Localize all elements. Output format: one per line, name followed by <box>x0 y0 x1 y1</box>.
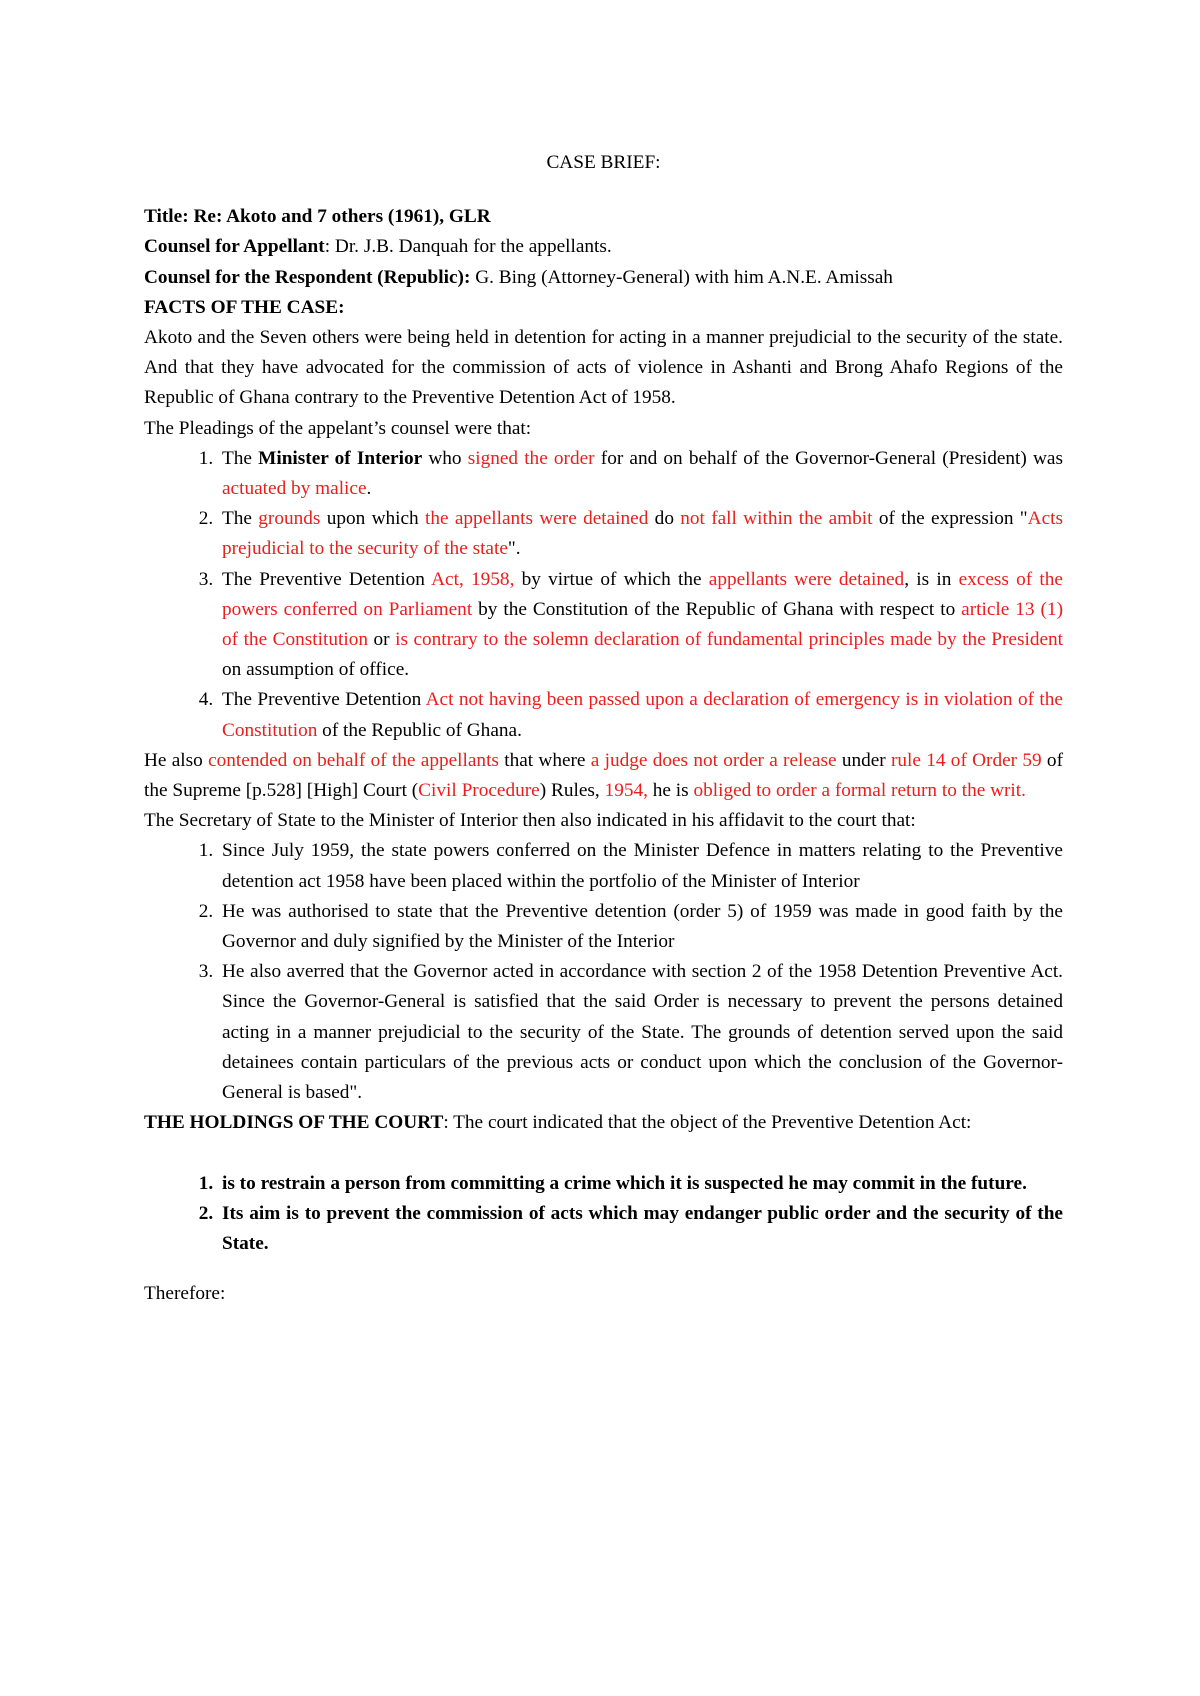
pleading-bold-text: Minister of Interior <box>258 447 423 469</box>
pleading-text: by the Constitution of the Republic of Ghana with respect to <box>472 598 962 620</box>
pleading-text: The Preventive Detention <box>222 689 426 711</box>
holdings-paragraph <box>144 1108 1063 1138</box>
pleading-highlight: appellants were detained <box>708 568 905 590</box>
pleading-text: The <box>222 447 259 469</box>
pleading-highlight: article 13 (1) of the Constitution <box>222 598 1063 651</box>
contention-text: of the Supreme [p.528] [High] Court ( <box>144 749 1063 802</box>
counsel-respondent-label: Counsel for the Respondent (Republic): <box>144 266 471 288</box>
counsel-appellant-line <box>144 232 1063 262</box>
pleading-highlight: grounds <box>258 508 321 530</box>
pleading-text: The <box>222 508 259 530</box>
pleading-item <box>218 565 1063 686</box>
case-title-value: Re: Akoto and 7 others (1961), GLR <box>193 206 491 228</box>
pleading-text: upon which <box>320 508 425 530</box>
holdings-heading: THE HOLDINGS OF THE COURT <box>144 1112 444 1134</box>
pleading-text: ". <box>507 538 521 560</box>
pleading-text: on assumption of office. <box>222 659 410 681</box>
pleading-highlight: Act, 1958, <box>431 568 515 590</box>
contention-highlight: obliged to order a formal return to the writ. <box>693 780 1026 802</box>
holdings-list <box>144 1169 1063 1260</box>
affidavit-item: 2. He was authorised to state that the Preventive detention (order 5) of 1959 was made in good faith by the Governor and duly signified by the Minister of the Interior <box>218 897 1063 957</box>
contention-highlight: contended on behalf of the appellants <box>208 749 499 771</box>
contention-highlight: rule 14 of Order 59 <box>891 749 1042 771</box>
counsel-respondent-text: G. Bing (Attorney-General) with him A.N.E. Amissah <box>470 266 893 288</box>
pleading-highlight: the appellants were detained <box>425 508 649 530</box>
case-title-label: Title: <box>144 206 189 228</box>
contention-highlight: a judge does not order a release <box>590 749 837 771</box>
affidavit-item: 3. He also averred that the Governor acted in accordance with section 2 of the 1958 Detention Preventive Act. Since the Governor-General is satisfied that the said Order is necessary to prevent the persons detained acting in a manner prejudicial to the security of the State. The grounds of detention served upon the said detainees contain particulars of the previous acts or conduct upon which the conclusion of the Governor-General is based". <box>218 957 1063 1108</box>
pleading-item <box>218 444 1063 504</box>
document-title: CASE BRIEF: <box>546 152 661 173</box>
pleading-highlight: excess of the powers conferred on Parliament <box>222 568 1063 620</box>
affidavit-item: 1. Since July 1959, the state powers conferred on the Minister Defence in matters relating to the Preventive detention act 1958 have been placed within the portfolio of the Minister of Interior <box>218 836 1063 896</box>
pleading-text: by virtue of which the <box>514 568 709 590</box>
contention-text: he is <box>647 780 694 802</box>
pleading-highlight: actuated by malice <box>222 478 367 500</box>
contention-text: that where <box>498 749 591 771</box>
pleading-text: . <box>366 478 372 500</box>
holding-item: 2. Its aim is to prevent the commission of acts which may endanger public order and the security of the State. <box>218 1199 1063 1259</box>
facts-heading-text: FACTS OF THE CASE: <box>144 296 345 318</box>
affidavit-intro: The Secretary of State to the Minister of Interior then also indicated in his affidavit to the court that: <box>144 810 916 832</box>
counsel-appellant-label: Counsel for Appellant <box>144 236 325 258</box>
pleading-text: The Preventive Detention <box>222 568 432 590</box>
pleading-text: who <box>422 447 468 469</box>
pleading-text: of the expression " <box>872 508 1028 530</box>
therefore-line: Therefore: <box>144 1283 226 1305</box>
pleading-highlight: not fall within the ambit <box>680 508 873 530</box>
contention-text: He also <box>144 749 209 771</box>
contention-highlight: Civil Procedure <box>418 780 540 802</box>
pleading-highlight: signed the order <box>467 447 595 469</box>
pleading-highlight: Acts prejudicial to the security of the state <box>222 508 1064 560</box>
contention-highlight: 1954, <box>604 780 648 802</box>
pleading-text: of the Republic of Ghana. <box>317 719 522 741</box>
contention-paragraph <box>144 746 1063 806</box>
holdings-text: : The court indicated that the object of the Preventive Detention Act: <box>443 1112 972 1134</box>
holding-item: 1. is to restrain a person from committing a crime which it is suspected he may commit in the future. <box>218 1169 1063 1199</box>
counsel-appellant-text: : Dr. J.B. Danquah for the appellants. <box>324 236 612 258</box>
contention-text: ) Rules, <box>539 780 605 802</box>
pleading-highlight: is contrary to the solemn declaration of fundamental principles made by the President <box>395 629 1064 651</box>
facts-paragraph: Akoto and the Seven others were being held in detention for acting in a manner prejudicial to the security of the state. And that they have advocated for the commission of acts of violence in Ashanti and Brong Ahafo Regions of the Republic of Ghana contrary to the Preventive Detention Act of 1958. <box>144 327 1063 409</box>
pleading-text: do <box>648 508 681 530</box>
pleadings-list <box>144 444 1063 746</box>
contention-text: under <box>836 749 891 771</box>
pleading-item <box>218 685 1063 745</box>
pleading-highlight: Act not having been passed upon a declaration of emergency is in violation of the Constitution <box>222 689 1063 741</box>
pleading-text: or <box>368 629 396 651</box>
pleading-item <box>218 504 1063 564</box>
pleading-text: for and on behalf of the Governor-General (President) was <box>594 447 1063 469</box>
counsel-respondent-line <box>144 263 1063 293</box>
affidavit-list <box>144 836 1063 1108</box>
pleadings-intro: The Pleadings of the appelant’s counsel were that: <box>144 417 532 439</box>
facts-heading <box>144 293 1063 323</box>
pleading-text: , is in <box>904 568 959 590</box>
case-title-line <box>144 202 1063 232</box>
